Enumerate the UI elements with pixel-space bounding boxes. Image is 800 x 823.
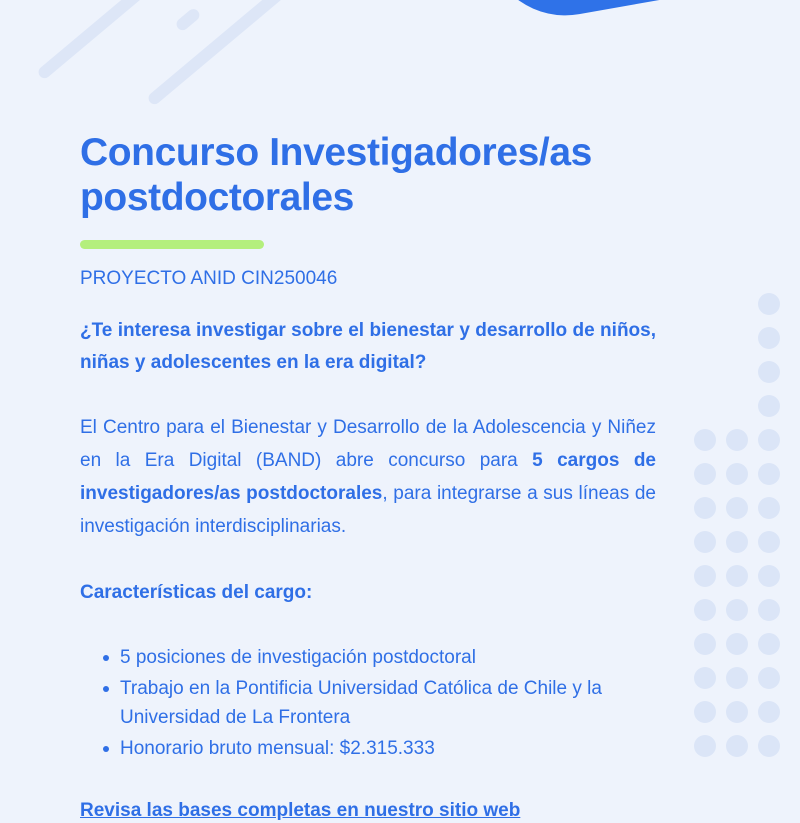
decorative-stripe xyxy=(174,7,202,33)
intro-text-end: , para integrarse a sus líneas de investigación interdisciplinarias. xyxy=(80,483,656,537)
section-heading: Características del cargo: xyxy=(80,582,313,603)
intro-question: ¿Te interesa investigar sobre el bienestar y desarrollo de niños, niñas y adolescentes en la era digital? xyxy=(80,320,656,373)
page-title: Concurso Investigadores/as postdoctorales xyxy=(80,131,592,219)
website-link[interactable]: Revisa las bases completas en nuestro sitio web xyxy=(80,800,521,821)
intro-highlight: 5 cargos de investigadores/as postdoctorales xyxy=(80,450,657,504)
decorative-dot-grid xyxy=(694,293,780,757)
corner-blob-shape xyxy=(455,0,800,28)
list-item: Trabajo en la Pontificia Universidad Católica de Chile y la Universidad de La Frontera xyxy=(80,674,656,732)
decorative-stripe xyxy=(146,0,299,107)
decorative-stripe xyxy=(36,0,159,81)
list-item: 5 posiciones de investigación postdoctoral xyxy=(80,643,656,672)
project-code: PROYECTO ANID CIN250046 xyxy=(80,268,338,289)
features-list xyxy=(80,643,656,763)
announcement-content xyxy=(80,130,656,823)
intro-paragraph xyxy=(80,411,656,543)
list-item: Honorario bruto mensual: $2.315.333 xyxy=(80,734,656,763)
intro-text-start: El Centro para el Bienestar y Desarrollo de la Adolescencia y Niñez en la Era Digital (BAND) abre concurso para xyxy=(80,417,656,471)
title-underline xyxy=(80,240,264,249)
